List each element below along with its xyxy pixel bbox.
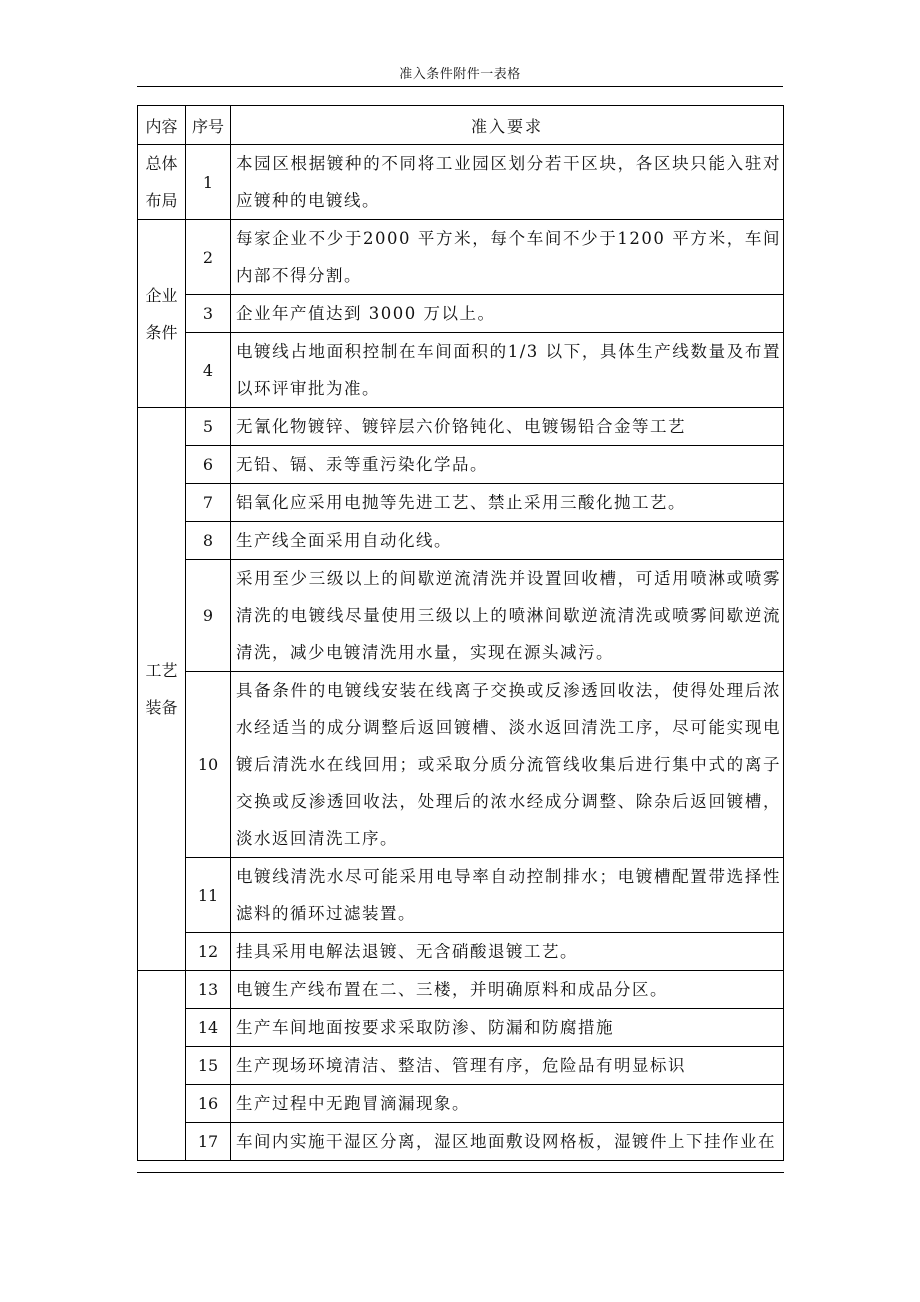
row-number: 15 — [186, 1047, 231, 1085]
table-row — [138, 933, 784, 971]
row-number: 1 — [186, 145, 231, 220]
table-row — [138, 484, 784, 522]
table-row — [138, 560, 784, 672]
table-row — [138, 295, 784, 333]
row-number: 11 — [186, 858, 231, 933]
requirements-table — [137, 105, 784, 1161]
row-number: 7 — [186, 484, 231, 522]
table-row — [138, 971, 784, 1009]
requirement-text: 电镀生产线布置在二、三楼，并明确原料和成品分区。 — [231, 971, 784, 1009]
row-number: 6 — [186, 446, 231, 484]
column-header-number: 序号 — [186, 106, 231, 145]
row-number: 13 — [186, 971, 231, 1009]
row-number: 10 — [186, 672, 231, 858]
column-header-content: 内容 — [138, 106, 186, 145]
category-cell — [138, 145, 186, 220]
table-row — [138, 220, 784, 295]
row-number: 8 — [186, 522, 231, 560]
requirement-text: 本园区根据镀种的不同将工业园区划分若干区块，各区块只能入驻对应镀种的电镀线。 — [231, 145, 784, 220]
row-number: 3 — [186, 295, 231, 333]
table-row — [138, 522, 784, 560]
category-label: 企业条件 — [145, 285, 178, 342]
row-number: 14 — [186, 1009, 231, 1047]
category-cell — [138, 971, 186, 1161]
header-rule — [137, 86, 783, 87]
category-label: 总体布局 — [145, 154, 178, 210]
table-row — [138, 1047, 784, 1085]
table-row — [138, 446, 784, 484]
category-cell — [138, 408, 186, 971]
requirement-text: 挂具采用电解法退镀、无含硝酸退镀工艺。 — [231, 933, 784, 971]
column-header-requirement: 准入要求 — [231, 106, 784, 145]
table-row — [138, 145, 784, 220]
requirement-text: 生产过程中无跑冒滴漏现象。 — [231, 1085, 784, 1123]
table-header-row — [138, 106, 784, 145]
requirement-text: 具备条件的电镀线安装在线离子交换或反渗透回收法，使得处理后浓水经适当的成分调整后返回镀槽、淡水返回清洗工序，尽可能实现电镀后清洗水在线回用；或采取分质分流管线收集后进行集中式的离子交换或反渗透回收法，处理后的浓水经成分调整、除杂后返回镀槽，淡水返回清洗工序。 — [231, 672, 784, 858]
requirement-text: 铝氧化应采用电抛等先进工艺、禁止采用三酸化抛工艺。 — [231, 484, 784, 522]
table-row — [138, 1123, 784, 1161]
row-number: 16 — [186, 1085, 231, 1123]
requirement-text: 无氰化物镀锌、镀锌层六价铬钝化、电镀锡铅合金等工艺 — [231, 408, 784, 446]
table-row — [138, 1009, 784, 1047]
requirement-text: 每家企业不少于2000 平方米，每个车间不少于1200 平方米，车间内部不得分割。 — [231, 220, 784, 295]
requirement-text: 企业年产值达到 3000 万以上。 — [231, 295, 784, 333]
row-number: 12 — [186, 933, 231, 971]
table-row — [138, 672, 784, 858]
category-cell — [138, 220, 186, 408]
requirement-text: 无铅、镉、汞等重污染化学品。 — [231, 446, 784, 484]
row-number: 4 — [186, 333, 231, 408]
row-number: 2 — [186, 220, 231, 295]
page-header-title: 准入条件附件一表格 — [399, 67, 521, 82]
row-number: 17 — [186, 1123, 231, 1161]
requirement-text: 电镀线占地面积控制在车间面积的1/3 以下，具体生产线数量及布置以环评审批为准。 — [231, 333, 784, 408]
table-row — [138, 1085, 784, 1123]
row-number: 5 — [186, 408, 231, 446]
table-row — [138, 408, 784, 446]
requirement-text: 车间内实施干湿区分离，湿区地面敷设网格板，湿镀件上下挂作业在 — [231, 1123, 784, 1161]
requirement-text: 生产线全面采用自动化线。 — [231, 522, 784, 560]
row-number: 9 — [186, 560, 231, 672]
table-row — [138, 858, 784, 933]
requirement-text: 生产车间地面按要求采取防渗、防漏和防腐措施 — [231, 1009, 784, 1047]
requirement-text: 采用至少三级以上的间歇逆流清洗并设置回收槽，可适用喷淋或喷雾清洗的电镀线尽量使用三级以上的喷淋间歇逆流清洗或喷雾间歇逆流清洗，减少电镀清洗用水量，实现在源头减污。 — [231, 560, 784, 672]
category-label: 工艺装备 — [145, 661, 178, 717]
table-row — [138, 333, 784, 408]
requirement-text: 电镀线清洗水尽可能采用电导率自动控制排水；电镀槽配置带选择性滤料的循环过滤装置。 — [231, 858, 784, 933]
requirements-table-wrapper — [137, 105, 784, 1173]
requirement-text: 生产现场环境清洁、整洁、管理有序，危险品有明显标识 — [231, 1047, 784, 1085]
